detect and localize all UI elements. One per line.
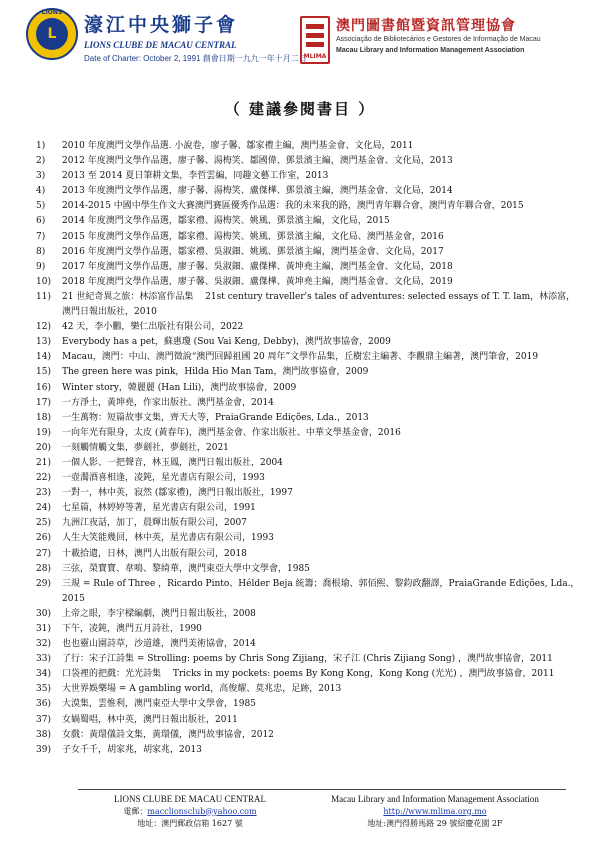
reference-text: 一個人影、一把聲音，林玉鳳，澳門日報出版社，2004 <box>62 457 283 468</box>
reference-item <box>36 607 584 622</box>
footer-mlima-address: 地址:澳門得勝馬路 29 號紹慶花園 2F <box>367 819 503 828</box>
reference-item <box>36 365 584 380</box>
footer-lions-address: 地址：澳門郵政信箱 1627 號 <box>137 819 243 828</box>
lions-club-name-chinese: 濠江中央獅子會 <box>84 14 239 36</box>
reference-item <box>36 154 584 169</box>
reference-text: 一壺濁酒喜相逢，凌鈍，星光書店有限公司，1993 <box>62 473 265 484</box>
footer-divider <box>78 789 566 790</box>
reference-text: 2014-2015 中國中學生作文大賽澳門賽區優秀作品選：我的未來我的路，澳門青年聯合會，澳門青年聯合會，2015 <box>62 201 524 212</box>
reference-text: 2017 年度澳門文學作品選，廖子馨、吳淑鈿、盧傑樺、黃坤堯主編，澳門基金會、文化局，2018 <box>62 261 453 272</box>
reference-item <box>36 230 584 245</box>
reference-list <box>36 139 584 758</box>
lions-club-logo-icon: LIONS L <box>26 8 78 60</box>
reference-item <box>36 184 584 199</box>
reference-text: 七星篇，林婷婷等著，星光書店有限公司，1991 <box>62 503 256 514</box>
logo-bar <box>306 33 324 38</box>
reference-text: 2016 年度澳門文學作品選，鄒家禮、吳淑鈿、姚風、鄧景濱主編，澳門基金會、文化局，2017 <box>62 246 444 257</box>
footer-lions-email-row <box>80 806 300 819</box>
reference-text: 大漠集，雲惟利，澳門東亞大學中文學會，1985 <box>62 699 256 710</box>
reference-item <box>36 577 584 607</box>
reference-text: 女戲：黃環儀詩文集，黃環儀，澳門故事協會，2012 <box>62 729 274 740</box>
reference-number: 24) <box>36 503 51 514</box>
reference-number: 6) <box>36 216 46 227</box>
reference-text: 三弦，榮寶寶、韋鳴、黎綺華，澳門東亞大學中文學會，1985 <box>62 563 310 574</box>
footer-lions-name: LIONS CLUBE DE MACAU CENTRAL <box>114 794 266 804</box>
reference-number: 8) <box>36 246 46 257</box>
reference-number: 16) <box>36 382 51 393</box>
charter-date: Date of Charter: October 2, 1991 創會日期一九九一年十月二日 <box>84 54 307 63</box>
reference-number: 31) <box>36 624 51 634</box>
reference-text: 大世界娛樂場 = A gambling world，高俊耀、莫兆忠，足跡，2013 <box>62 684 342 695</box>
reference-item <box>36 441 584 456</box>
email-link[interactable]: macclionsclub@yahoo.com <box>147 806 257 816</box>
reference-text: 2018 年度澳門文學作品選，廖子馨、吳淑鈿、盧傑樺、黃坤堯主編，澳門基金會、文化局，2019 <box>62 276 453 287</box>
reference-number: 33) <box>36 654 51 665</box>
reference-item <box>36 562 584 577</box>
reference-item <box>36 622 584 637</box>
reference-text: Macau，澳門：中山、澳門徵說“澳門回歸祖國 20 周年”文學作品集，丘樹宏主編著、李觀鼎主編著，澳門筆會，2019 <box>62 352 539 363</box>
reference-item <box>36 516 584 531</box>
reference-item <box>36 697 584 712</box>
reference-number: 13) <box>36 337 51 348</box>
reference-item <box>36 531 584 546</box>
reference-item <box>36 652 584 667</box>
reference-number: 7) <box>36 231 46 242</box>
reference-text: Everybody has a pet，蘇惠瓊 (Sou Vai Keng, Debby)，澳門故事協會，2009 <box>62 337 391 348</box>
reference-item <box>36 637 584 652</box>
reference-number: 17) <box>36 397 51 408</box>
reference-number: 39) <box>36 744 51 755</box>
page-title: （ 建議參閱書目 ） <box>224 100 376 118</box>
reference-item <box>36 471 584 486</box>
reference-number: 18) <box>36 412 51 423</box>
reference-item <box>36 426 584 441</box>
reference-number: 2) <box>36 156 46 167</box>
reference-number: 26) <box>36 533 51 544</box>
reference-text: 2013 年度澳門文學作品選，廖子馨、湯梅笑、盧傑樺、鄧景濱主編，澳門基金會、文化局，2014 <box>62 186 453 197</box>
reference-text: 2015 年度澳門文學作品選，鄒家禮、湯梅笑、姚風、鄧景濱主編，文化局、澳門基金會，2016 <box>62 231 444 242</box>
reference-number: 11) <box>36 291 51 302</box>
reference-number: 37) <box>36 714 51 725</box>
reference-item <box>36 411 584 426</box>
reference-number: 27) <box>36 548 51 559</box>
reference-text: 21 世紀奇異之旅：林添富作品集 21st century traveller's tales of adventures: selected essays of T. T. lam，林添富，澳門日報出版社，2010 <box>62 291 576 318</box>
mlima-name-chinese: 澳門圖書館暨資訊管理協會 <box>336 18 516 34</box>
reference-item <box>36 320 584 335</box>
mlima-name-english: Macau Library and Information Management Association <box>336 47 525 54</box>
reference-text: 了行：宋子江詩集 = Strolling: poems by Chris Song Zijiang，宋子江 (Chris Zijiang Song) ，澳門故事協會，2011 <box>62 654 553 665</box>
reference-item <box>36 713 584 728</box>
reference-item <box>36 245 584 260</box>
reference-number: 1) <box>36 141 46 151</box>
mlima-logo-icon: MLIMA <box>300 16 330 64</box>
reference-item <box>36 335 584 350</box>
reference-number: 25) <box>36 518 51 529</box>
reference-number: 32) <box>36 639 51 650</box>
reference-text: 三規 = Rule of Three ，Ricardo Pinto、Hélder Beja 統籌；喬根瑜、郭佰熙、黎鈞政翻譯，PraiaGrande Edições, Lda.，2015 <box>62 578 580 604</box>
reference-number: 15) <box>36 367 51 378</box>
reference-number: 14) <box>36 352 51 363</box>
reference-number: 19) <box>36 427 51 438</box>
footer-mlima-name: Macau Library and Information Management Association <box>331 794 539 804</box>
reference-item <box>36 199 584 214</box>
mlima-name-portuguese: Associação de Bibliotecários e Gestores de Informação de Macau <box>336 36 541 43</box>
reference-text: 十載拾遺，日林，澳門人出版有限公司，2018 <box>62 548 247 559</box>
logo-bar <box>306 24 324 29</box>
reference-item <box>36 396 584 411</box>
reference-text: The green here was pink，Hilda Hio Man Tam，澳門故事協會，2009 <box>62 367 369 378</box>
reference-item <box>36 275 584 290</box>
reference-number: 23) <box>36 488 51 499</box>
reference-item <box>36 260 584 275</box>
reference-number: 20) <box>36 442 51 453</box>
reference-item <box>36 743 584 758</box>
email-label: 電郵： <box>123 806 148 816</box>
reference-text: 2010 年度澳門文學作品選. 小說卷，廖子馨、鄒家禮主編，澳門基金會、文化局，2011 <box>62 141 414 151</box>
reference-text: 一刻觸情觸文集，夢劍社，夢劍社，2021 <box>62 442 229 453</box>
reference-text: 2012 年度澳門文學作品選，廖子馨、湯梅笑、鄒國偉、鄧景濱主編，澳門基金會、文化局，2013 <box>62 156 453 167</box>
reference-item <box>36 350 584 365</box>
reference-number: 35) <box>36 684 51 695</box>
reference-text: 一生萬物：短篇故事文集，齊天大等，PraiaGrande Edições, Lda.，2013 <box>62 412 369 423</box>
reference-text: 一對一，林中英，寂然 (鄒家禮)，澳門日報出版社，1997 <box>62 488 293 499</box>
reference-text: 上帝之眼，李宇樑編劇，澳門日報出版社，2008 <box>62 608 256 619</box>
reference-item <box>36 290 584 320</box>
reference-number: 12) <box>36 322 51 333</box>
footer-mlima-contact <box>300 793 570 831</box>
reference-text: 女媧蜀唱，林中英，澳門日報出版社，2011 <box>62 714 238 725</box>
reference-number: 10) <box>36 276 51 287</box>
reference-text: 2013 至 2014 夏日筆耕文集，李哲雲編，同趣文藝工作室，2013 <box>62 171 329 182</box>
reference-number: 36) <box>36 699 51 710</box>
reference-number: 21) <box>36 457 51 468</box>
reference-text: Winter story，韓麗麗 (Han Lili)，澳門故事協會，2009 <box>62 382 297 393</box>
reference-text: 口袋裡的把戲：光光詩集 Tricks in my pockets: poems By Kong Kong，Kong Kong (光光) ，澳門故事協會，2011 <box>62 669 555 680</box>
logo-bar <box>306 42 324 47</box>
lions-club-name-portuguese: LIONS CLUBE DE MACAU CENTRAL <box>84 40 237 50</box>
reference-item <box>36 486 584 501</box>
reference-number: 38) <box>36 729 51 740</box>
reference-number: 22) <box>36 473 51 484</box>
reference-text: 人生大笑能幾回，林中英，星光書店有限公司，1993 <box>62 533 274 544</box>
reference-text: 九洲江夜話，加丁，晨輝出版有限公司，2007 <box>62 518 247 529</box>
reference-number: 9) <box>36 261 46 272</box>
reference-number: 5) <box>36 201 46 212</box>
reference-item <box>36 682 584 697</box>
reference-number: 30) <box>36 608 51 619</box>
reference-number: 34) <box>36 669 51 680</box>
reference-item <box>36 169 584 184</box>
reference-text: 一向年光有限身，太皮 (黃春年)，澳門基金會、作家出版社、中華文學基金會，2016 <box>62 427 401 438</box>
reference-item <box>36 728 584 743</box>
footer-lions-contact <box>80 793 300 831</box>
reference-item <box>36 456 584 471</box>
letterhead <box>0 0 600 80</box>
reference-item <box>36 547 584 562</box>
reference-number: 3) <box>36 171 46 182</box>
reference-text: 42 天，李小鵬，樂仁出版社有限公司，2022 <box>62 322 244 333</box>
reference-number: 28) <box>36 563 51 574</box>
reference-number: 4) <box>36 186 46 197</box>
reference-text: 子女千千，胡家兆，胡家兆，2013 <box>62 744 202 755</box>
reference-item <box>36 667 584 682</box>
website-link[interactable]: http://www.mlima.org.mo <box>383 806 487 816</box>
reference-text: 下午，凌鈍，澳門五月詩社，1990 <box>62 624 202 634</box>
reference-item <box>36 381 584 396</box>
reference-item <box>36 214 584 229</box>
reference-number: 29) <box>36 578 51 589</box>
reference-item <box>36 139 584 154</box>
reference-text: 也也靈山園詩草，沙道雄，澳門美術協會，2014 <box>62 639 256 650</box>
reference-text: 2014 年度澳門文學作品選，鄒家禮、湯梅笑、姚風、鄧景濱主編，文化局，2015 <box>62 216 390 227</box>
reference-item <box>36 501 584 516</box>
reference-text: 一方淨土，黃坤堯，作家出版社、澳門基金會，2014 <box>62 397 274 408</box>
